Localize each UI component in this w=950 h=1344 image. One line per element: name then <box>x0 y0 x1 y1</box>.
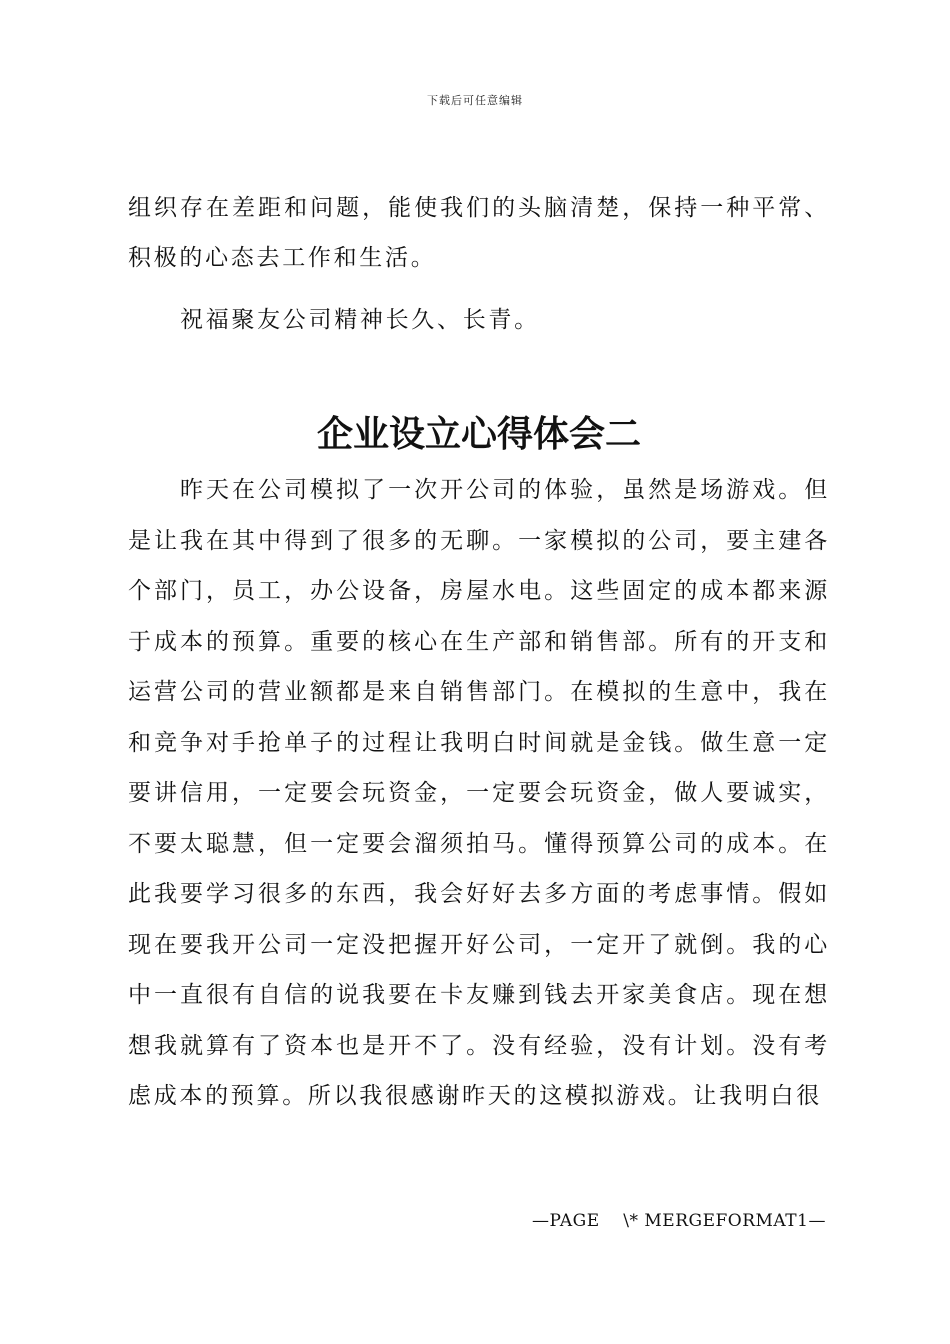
paragraph-continuation: 组织存在差距和问题，能使我们的头脑清楚，保持一种平常、积极的心态去工作和生活。 <box>128 195 830 271</box>
header-note: 下载后可任意编辑 <box>427 94 523 107</box>
section-paragraph: 昨天在公司模拟了一次开公司的体验，虽然是场游戏。但是让我在其中得到了很多的无聊。一家模拟的公司，要主建各个部门，员工，办公设备，房屋水电。这些固定的成本都来源于成本的预算。重要的核心在生产部和销售部。所有的开支和运营公司的营业额都是来自销售部门。在模拟的生意中，我在和竞争对手抢单子的过程让我明白时间就是金钱。做生意一定要讲信用，一定要会玩资金，一定要会玩资金，做人要诚实，不要太聪慧，但一定要会溜须拍马。懂得预算公司的成本。在此我要学习很多的东西，我会好好去多方面的考虑事情。假如现在要我开公司一定没把握开好公司，一定开了就倒。我的心中一直很有自信的说我要在卡友赚到钱去开家美食店。现在想想我就算有了资本也是开不了。没有经验，没有计划。没有考虑成本的预算。所以我很感谢昨天的这模拟游戏。让我明白很 <box>128 477 830 1109</box>
document-body <box>128 183 830 1122</box>
closing-line: 祝福聚友公司精神长久、长青。 <box>180 307 540 333</box>
page-number-field: —PAGE \* MERGEFORMAT1— <box>532 1211 826 1231</box>
section-title: 企业设立心得体会二 <box>316 413 641 455</box>
